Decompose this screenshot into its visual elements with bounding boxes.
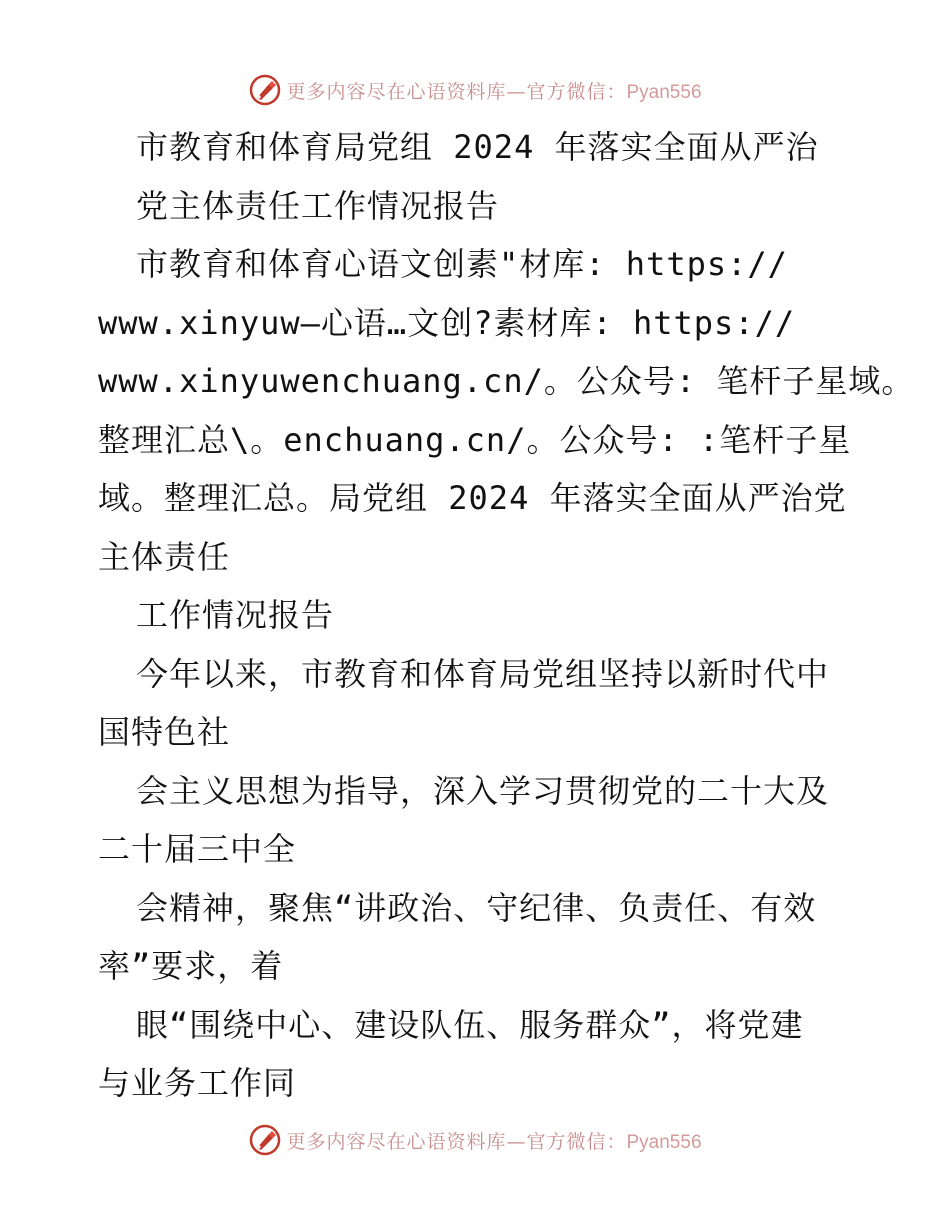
body-line: 市教育和体育心语文创素"材库: https:// [136,245,788,283]
header-banner [0,70,950,110]
banner-dash: — [506,1130,527,1153]
body-line: 率”要求，着 [98,947,284,985]
title-line-2: 党主体责任工作情况报告 [136,186,500,225]
body-line: 会精神，聚焦“讲政治、守纪律、负责任、有效 [136,888,817,927]
banner-text [286,77,701,104]
body-line: 与业务工作同 [98,1064,297,1102]
pen-logo-icon [248,73,282,107]
footer-banner [0,1120,950,1160]
body-line: 今年以来，市教育和体育局党组坚持以新时代中 [136,654,830,693]
banner-dash: — [506,80,527,103]
banner-wechat-id: Pyan556 [626,1131,702,1153]
banner-wechat-id: Pyan556 [626,81,702,103]
banner-main: 更多内容尽在心语资料库 [286,80,507,103]
pen-logo-icon [248,1123,282,1157]
banner-wechat-label: 官方微信： [526,1130,627,1153]
banner-text [286,1127,701,1154]
body-line: www.xinyuwenchuang.cn/。公众号: 笔杆子星域。 [98,362,915,400]
banner-main: 更多内容尽在心语资料库 [286,1130,507,1153]
body-line: 整理汇总\。enchuang.cn/。公众号: :笔杆子星 [98,420,852,459]
document-body [98,118,915,1113]
body-line: 工作情况报告 [136,596,335,634]
body-line: www.xinyuw—心语…文创?素材库: https:// [98,303,796,342]
body-line: 二十届三中全 [98,830,297,868]
body-line: 眼“围绕中心、建设队伍、服务群众”，将党建 [136,1005,804,1044]
body-line: 国特色社 [98,713,231,751]
body-line: 主体责任 [98,537,231,576]
body-line: 会主义思想为指导，深入学习贯彻党的二十大及 [136,771,830,810]
body-line: 域。整理汇总。局党组 2024 年落实全面从严治党 [98,479,847,517]
banner-wechat-label: 官方微信： [526,80,627,103]
title-line-1: 市教育和体育局党组 2024 年落实全面从严治 [136,128,819,166]
